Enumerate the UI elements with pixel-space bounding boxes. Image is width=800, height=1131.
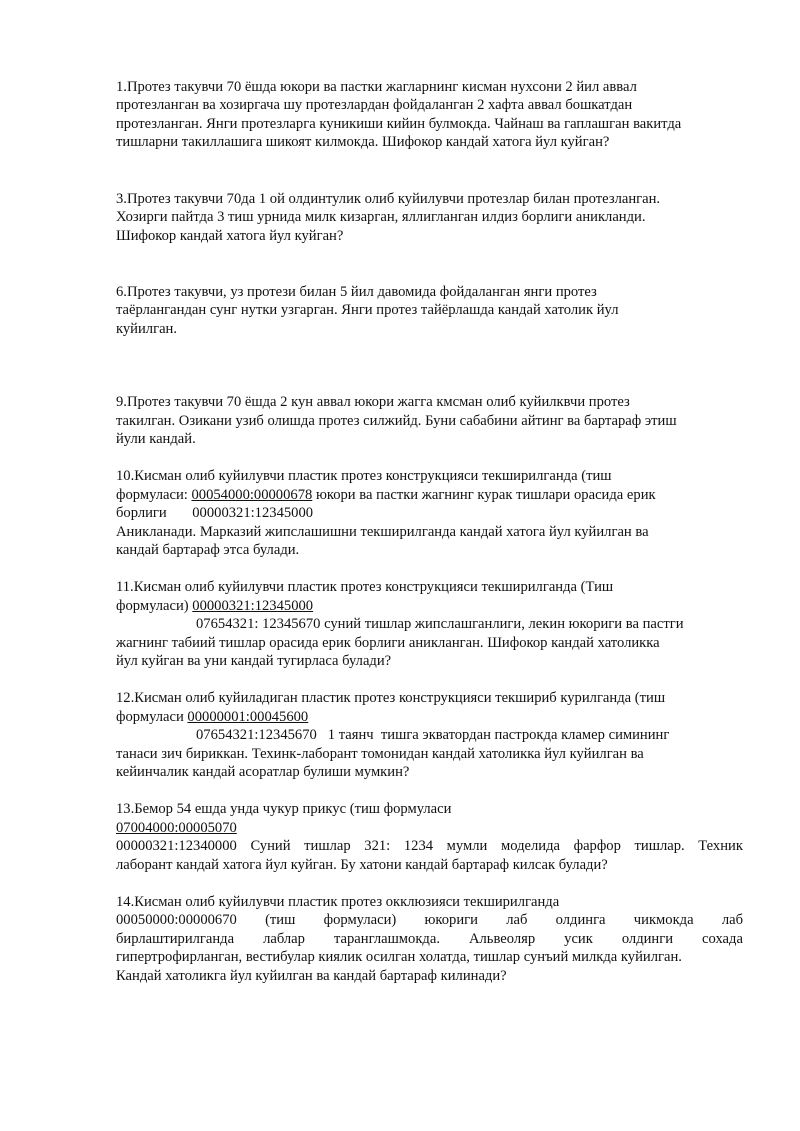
question-14-line-1: 14.Кисман олиб куйилувчи пластик протез окклюзияси текширилганда	[116, 894, 560, 910]
question-10-line-5: кандай бартараф этса булади.	[116, 542, 300, 558]
question-6-line-2: таёрлангандан сунг нутки узгарган. Янги протез тайёрлашда кандай хатолик йул	[116, 302, 619, 318]
question-12-line-2	[116, 708, 308, 726]
question-6-line-3: куйилган.	[116, 321, 178, 337]
word: 321:	[364, 838, 391, 854]
question-1-line-4: тишларни такиллашига шикоят килмокда. Шифокор кандай хатога йул куйган?	[116, 134, 610, 150]
question-12-line-4: танаси зич бириккан. Техинк-лаборант томонидан кандай хатоликка йул куйилган ва	[116, 746, 644, 762]
question-12-formula-label: формуласи	[116, 709, 188, 725]
word: моделида	[500, 838, 560, 854]
word: олдинги	[621, 931, 674, 947]
word: 1234	[403, 838, 434, 854]
question-9-line-1: 9.Протез такувчи 70 ёшда 2 кун аввал юкори жагга кмсман олиб куйилквчи протез	[116, 394, 630, 410]
word: лаб	[506, 912, 528, 928]
word: Техник	[698, 838, 743, 854]
word: 00050000:00000670	[116, 912, 237, 928]
word: (тиш	[265, 912, 296, 928]
question-13-line-3	[116, 837, 743, 855]
question-11-line-5: йул куйган ва уни кандай тугирласа булади?	[116, 653, 392, 669]
question-14-line-4: гипертрофирланган, вестибулар киялик осилган холатда, тишлар сунъий милкда куйилган.	[116, 949, 682, 965]
question-10-line-1: 10.Кисман олиб куйилувчи пластик протез конструкцияси текширилганда (тиш	[116, 468, 612, 484]
question-1-line-2: протезланган ва хозиргача шу протезлардан фойдаланган 2 хафта аввал бошкатдан	[116, 97, 633, 113]
question-11-line-4: жагнинг табиий тишлар орасида ерик борлиги аникланган. Шифокор кандай хатоликка	[116, 635, 660, 651]
question-1-line-1: 1.Протез такувчи 70 ёшда юкори ва пастки жагларнинг кисман нухсони 2 йил аввал	[116, 79, 637, 95]
question-12-line-5: кейинчалик кандай асоратлар булиши мумкин?	[116, 764, 410, 780]
word: мумли	[446, 838, 488, 854]
word: сохада	[702, 931, 743, 947]
question-11-line-3: 07654321: 12345670 суний тишлар жипслашганлиги, лекин юкориги ва пастги	[196, 616, 684, 632]
tooth-formula: 00000321:12345000	[192, 598, 314, 614]
word: юкориги	[424, 912, 478, 928]
question-11-line-1: 11.Кисман олиб куйилувчи пластик протез конструкцияси текширилганда (Тиш	[116, 579, 614, 595]
word: тишлар.	[634, 838, 685, 854]
word: олдинга	[555, 912, 606, 928]
word: лаб	[721, 912, 743, 928]
question-10-line-4: Аникланади. Марказий жипслашишни текширилганда кандай хатога йул куйилган ва	[116, 524, 649, 540]
word: формуласи)	[323, 912, 397, 928]
question-1-line-3: протезланган. Янги протезларга куникиши кийин булмокда. Чайнаш ва гаплашган вакитда	[116, 116, 682, 132]
question-13-line-1: 13.Бемор 54 ешда унда чукур прикус (тиш формуласи	[116, 801, 452, 817]
word: фарфор	[573, 838, 621, 854]
question-10-line-2-rest: юкори ва пастки жагнинг курак тишлари орасида ерик	[312, 487, 656, 503]
word: 00000321:12340000	[116, 838, 237, 854]
question-14-line-5: Кандай хатоликга йул куйилган ва кандай бартараф килинади?	[116, 968, 507, 984]
question-3-line-2: Хозирги пайтда 3 тиш урнида милк кизарган, яллигланган илдиз борлиги аникланди.	[116, 209, 646, 225]
question-9-line-3: йули кандай.	[116, 431, 196, 447]
question-3-line-1: 3.Протез такувчи 70да 1 ой олдинтулик олиб куйилувчи протезлар билан протезланган.	[116, 191, 661, 207]
question-11-line-2	[116, 597, 313, 615]
question-10-formula-label: формуласи:	[116, 487, 192, 503]
word: тишлар	[304, 838, 351, 854]
word: чикмокда	[633, 912, 694, 928]
question-14-line-3	[116, 930, 743, 948]
word: лаблар	[263, 931, 305, 947]
tooth-formula: 00000001:00045600	[187, 709, 309, 725]
tooth-formula: 07004000:00005070	[116, 820, 237, 836]
question-9-line-2: такилган. Озикани узиб олишда протез силжийд. Буни сабабини айтинг ва бартараф этиш	[116, 413, 677, 429]
question-10-line-2	[116, 486, 656, 504]
question-6-line-1: 6.Протез такувчи, уз протези билан 5 йил давомида фойдаланган янги протез	[116, 284, 597, 300]
question-10-line-3: борлиги 00000321:12345000	[116, 505, 314, 521]
question-12-line-1: 12.Кисман олиб куйиладиган пластик протез конструкцияси текшириб курилганда (тиш	[116, 690, 666, 706]
question-12-line-3: 07654321:12345670 1 таянч тишга экватордан пастрокда кламер симининг	[196, 727, 670, 743]
word: усик	[564, 931, 593, 947]
word: Суний	[250, 838, 291, 854]
word: таранглашмокда.	[333, 931, 440, 947]
question-14-line-2	[116, 911, 743, 929]
tooth-formula: 00054000:00000678	[191, 487, 313, 503]
question-11-formula-label: формуласи)	[116, 598, 193, 614]
word: Альвеоляр	[468, 931, 536, 947]
question-13-line-4: лаборант кандай хатога йул куйган. Бу хатони кандай бартараф килсак булади?	[116, 857, 608, 873]
question-3-line-3: Шифокор кандай хатога йул куйган?	[116, 228, 344, 244]
word: бирлаштирилганда	[116, 931, 235, 947]
